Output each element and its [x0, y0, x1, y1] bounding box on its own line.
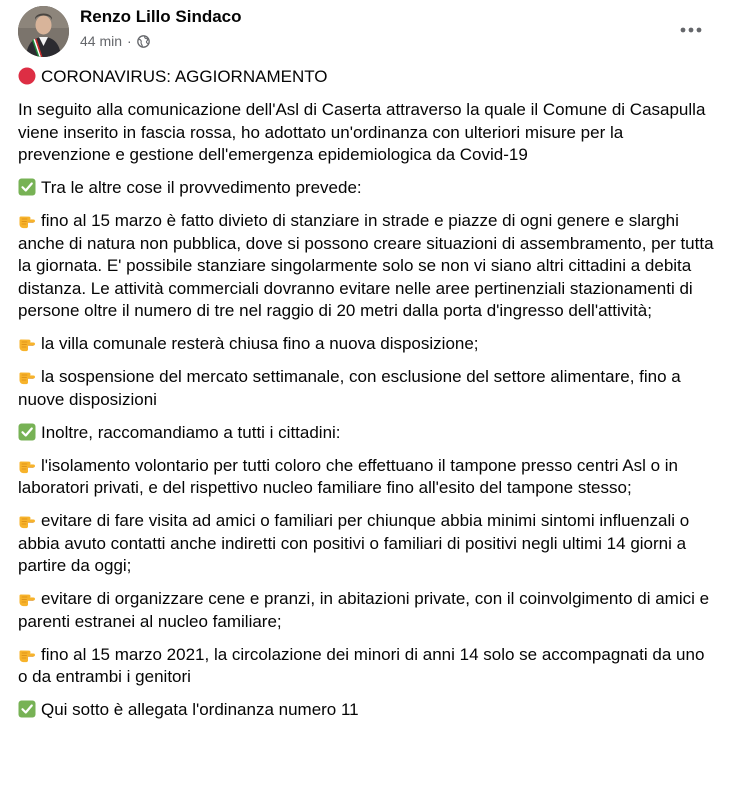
more-options-icon[interactable] — [673, 12, 709, 48]
list-item — [18, 644, 717, 689]
post-title-text: CORONAVIRUS: AGGIORNAMENTO — [41, 67, 328, 86]
check-mark-emoji — [18, 178, 36, 196]
post-timestamp[interactable]: 44 min — [80, 33, 123, 49]
pointing-hand-emoji — [18, 645, 36, 663]
list-item-text: evitare di fare visita ad amici o familiari per chiunque abbia minimi sintomi influenzali o abbia avuto contatti anche indiretti con positivi o familiari di positivi negli ultimi 14 giorni a partire da oggi; — [18, 511, 690, 575]
post-meta — [80, 33, 150, 49]
pointing-hand-emoji — [18, 367, 36, 385]
list-item — [18, 366, 717, 411]
author-avatar[interactable] — [18, 6, 69, 57]
globe-icon[interactable] — [137, 35, 150, 48]
footer-line — [18, 699, 717, 722]
list-item — [18, 210, 717, 323]
pointing-hand-emoji — [18, 511, 36, 529]
footer-text: Qui sotto è allegata l'ordinanza numero 11 — [41, 700, 359, 719]
pointing-hand-emoji — [18, 589, 36, 607]
pointing-hand-emoji — [18, 334, 36, 352]
post-body — [18, 66, 717, 722]
list-item — [18, 588, 717, 633]
section-heading-text: Tra le altre cose il provvedimento prevede: — [41, 178, 362, 197]
list-item — [18, 333, 717, 356]
check-mark-emoji — [18, 423, 36, 441]
section-heading — [18, 422, 717, 445]
list-item-text: fino al 15 marzo è fatto divieto di stanziare in strade e piazze di ogni genere e slarghi anche di natura non pubblica, dove si possono creare situazioni di assembramento, per tutta la giornata. E' possibile stanziare singolarmente solo se non vi siano altri cittadini a debita distanza. Le attività commerciali dovranno evitare nelle aree pertinenziali stazionamenti di persone oltre il numero di tre nel raggio di 20 metri dalla porta d'ingresso dell'attività; — [18, 211, 714, 320]
list-item-text: la villa comunale resterà chiusa fino a nuova disposizione; — [41, 334, 479, 353]
check-mark-emoji — [18, 700, 36, 718]
list-item-text: l'isolamento volontario per tutti coloro che effettuano il tampone presso centri Asl o in laboratori privati, e del rispettivo nucleo familiare fino all'esito del tampone stesso; — [18, 455, 679, 497]
intro-paragraph: In seguito alla comunicazione dell'Asl di Caserta attraverso la quale il Comune di Casapulla viene inserito in fascia rossa, ho adottato un'ordinanza con ulteriori misure per la prevenzione e gestione dell'emergenza epidemiologica da Covid-19 — [18, 100, 706, 164]
list-item-text: la sospensione del mercato settimanale, con esclusione del settore alimentare, fino a nuove disposizioni — [18, 367, 681, 409]
section-heading — [18, 177, 717, 200]
author-name[interactable]: Renzo Lillo Sindaco — [80, 7, 242, 26]
pointing-hand-emoji — [18, 456, 36, 474]
list-item-text: evitare di organizzare cene e pranzi, in abitazioni private, con il coinvolgimento di amici e parenti estranei al nucleo familiare; — [18, 589, 710, 631]
post-header — [18, 0, 717, 62]
meta-separator: · — [127, 33, 132, 49]
section-heading-text: Inoltre, raccomandiamo a tutti i cittadini: — [41, 422, 341, 442]
list-item — [18, 510, 717, 578]
pointing-hand-emoji — [18, 211, 36, 229]
list-item-text: fino al 15 marzo 2021, la circolazione dei minori di anni 14 solo se accompagnati da uno o da entrambi i genitori — [18, 644, 705, 686]
post-title — [18, 66, 717, 89]
red-circle-emoji — [18, 67, 36, 85]
list-item — [18, 455, 717, 500]
